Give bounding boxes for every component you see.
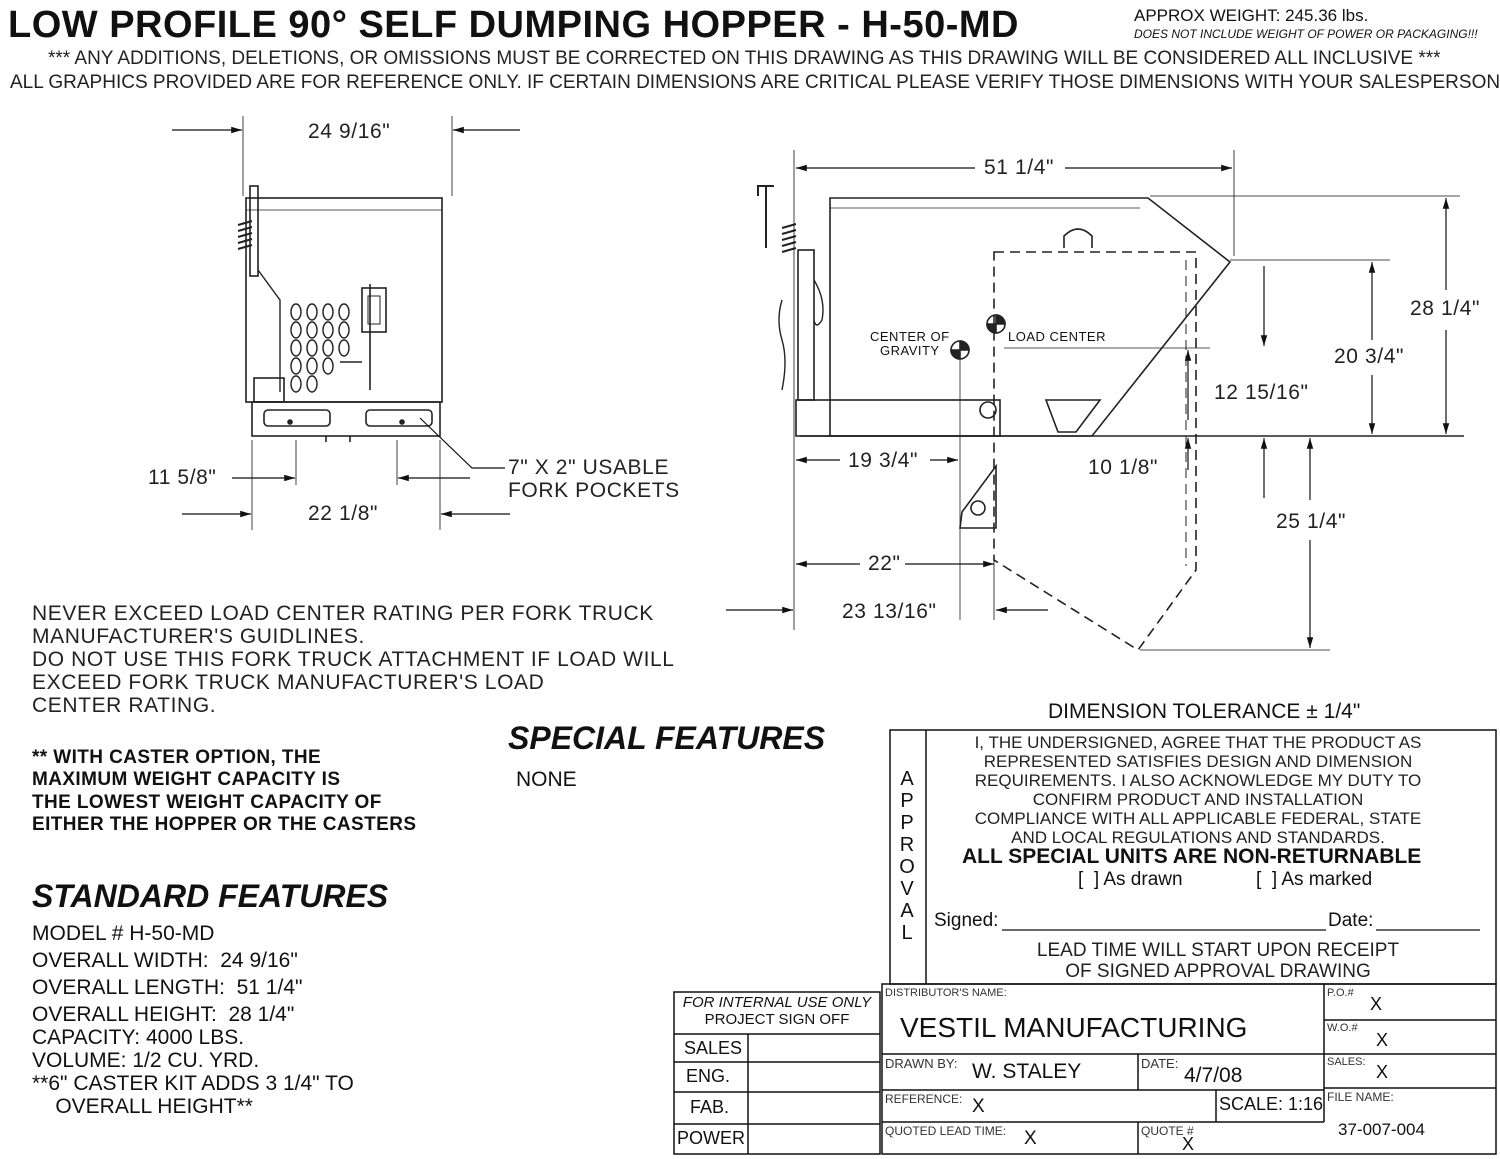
warning-4: EXCEED FORK TRUCK MANUFACTURER'S LOAD	[32, 671, 545, 694]
quote-label: QUOTE #	[1141, 1124, 1194, 1138]
dimension-tolerance: DIMENSION TOLERANCE ± 1/4"	[1048, 700, 1361, 723]
approx-weight: APPROX WEIGHT: 245.36 lbs.	[1134, 6, 1369, 25]
date-block-value: 4/7/08	[1184, 1064, 1243, 1087]
quote-value: X	[1182, 1134, 1195, 1154]
dim-19-3-4: 19 3/4"	[848, 449, 919, 472]
standard-feature-height: OVERALL HEIGHT: 28 1/4"	[32, 1003, 295, 1026]
file-name-label: FILE NAME:	[1327, 1090, 1394, 1104]
standard-feature-caster-kit-2: OVERALL HEIGHT**	[32, 1095, 253, 1118]
dim-12-15-16: 12 15/16"	[1214, 381, 1309, 404]
caster-note-3: THE LOWEST WEIGHT CAPACITY OF	[32, 792, 382, 813]
reference-label: REFERENCE:	[885, 1092, 963, 1106]
internal-row-fab: FAB.	[690, 1097, 730, 1117]
internal-use-heading: FOR INTERNAL USE ONLY PROJECT SIGN OFF	[682, 994, 872, 1028]
distributor-name: VESTIL MANUFACTURING	[900, 1012, 1248, 1043]
dim-pocket-span: 22 1/8"	[308, 502, 379, 525]
front-view	[238, 186, 442, 442]
cog-label-2: GRAVITY	[880, 343, 940, 358]
signature-field[interactable]	[1002, 906, 1326, 930]
lead-time-label: QUOTED LEAD TIME:	[885, 1124, 1007, 1138]
warning-5: CENTER RATING.	[32, 694, 217, 717]
fork-pocket-label-1: 7" X 2" USABLE	[508, 456, 670, 479]
internal-row-power: POWER	[677, 1128, 746, 1148]
dim-22: 22"	[868, 552, 901, 575]
dim-20-3-4: 20 3/4"	[1334, 345, 1405, 368]
disclaimer-1: *** ANY ADDITIONS, DELETIONS, OR OMISSIONS MUST BE CORRECTED ON THIS DRAWING AS THIS DRAWING WILL BE CONSIDERED ALL INCLUSIVE ***	[48, 48, 1441, 69]
standard-feature-capacity: CAPACITY: 4000 LBS.	[32, 1026, 245, 1049]
cog-label-1: CENTER OF	[870, 329, 950, 344]
caster-note-2: MAXIMUM WEIGHT CAPACITY IS	[32, 769, 341, 790]
front-chains	[291, 304, 349, 392]
po-value: X	[1370, 994, 1383, 1014]
fork-pocket-label-2: FORK POCKETS	[508, 479, 680, 502]
warning-1: NEVER EXCEED LOAD CENTER RATING PER FORK TRUCK	[32, 602, 654, 625]
internal-row-eng: ENG.	[686, 1066, 731, 1086]
file-name-value: 37-007-004	[1338, 1120, 1425, 1139]
distributor-label: DISTRIBUTOR'S NAME:	[885, 987, 1007, 999]
drawn-by-value: W. STALEY	[972, 1060, 1082, 1083]
hopper-dumped-outline	[994, 252, 1196, 650]
standard-feature-length: OVERALL LENGTH: 51 1/4"	[32, 976, 303, 999]
approval-side-label: A P P R O V A L	[899, 768, 915, 944]
front-base	[252, 402, 440, 436]
side-base	[796, 400, 1000, 436]
signed-label: Signed:	[934, 910, 999, 931]
dim-10-1-8: 10 1/8"	[1088, 456, 1159, 479]
dim-pocket-spacing: 11 5/8"	[148, 466, 217, 489]
special-features-value: NONE	[516, 768, 577, 791]
po-label: P.O.#	[1327, 987, 1354, 999]
warning-2: MANUFACTURER'S GUIDLINES.	[32, 625, 365, 648]
standard-feature-width: OVERALL WIDTH: 24 9/16"	[32, 949, 298, 972]
caster-note-4: EITHER THE HOPPER OR THE CASTERS	[32, 814, 417, 835]
dim-length: 51 1/4"	[984, 156, 1055, 179]
side-view	[758, 186, 1464, 650]
as-drawn-checkbox[interactable]: [ ] As drawn	[1078, 869, 1183, 890]
standard-features-heading: STANDARD FEATURES	[32, 878, 389, 914]
front-latch-post	[250, 186, 258, 276]
internal-row-sales: SALES	[684, 1038, 743, 1058]
dim-25-1-4: 25 1/4"	[1276, 510, 1347, 533]
approval-statement: I, THE UNDERSIGNED, AGREE THAT THE PRODUCT AS REPRESENTED SATISFIES DESIGN AND DIMENSION REQUIREMENTS. I ALSO ACKNOWLEDGE MY DUTY TO CONFIRM PRODUCT AND INSTALLATION COMPLIANCE WITH ALL APPLICABLE FEDERAL, STATE AND LOCAL REGULATIONS AND STANDARDS.	[974, 733, 1422, 847]
scale-value: SCALE: 1:16	[1219, 1094, 1324, 1114]
special-features-heading: SPECIAL FEATURES	[508, 720, 826, 756]
drawn-by-label: DRAWN BY:	[885, 1056, 958, 1071]
standard-feature-caster-kit: **6" CASTER KIT ADDS 3 1/4" TO	[32, 1072, 354, 1095]
warning-3: DO NOT USE THIS FORK TRUCK ATTACHMENT IF LOAD WILL	[32, 648, 675, 671]
date-block-label: DATE:	[1141, 1056, 1179, 1071]
fork-pocket-left	[264, 410, 330, 426]
lead-time-note: LEAD TIME WILL START UPON RECEIPT OF SIGNED APPROVAL DRAWING	[1036, 940, 1400, 982]
sales-label: SALES:	[1327, 1056, 1366, 1068]
as-marked-checkbox[interactable]: [ ] As marked	[1256, 869, 1373, 890]
front-body	[246, 198, 442, 402]
wo-value: X	[1376, 1030, 1389, 1050]
date-label: Date:	[1328, 910, 1374, 931]
page-title: LOW PROFILE 90° SELF DUMPING HOPPER - H-50-MD	[8, 4, 1019, 46]
side-frame-post	[798, 250, 814, 400]
dim-23-13-16: 23 13/16"	[842, 600, 937, 623]
standard-feature-volume: VOLUME: 1/2 CU. YRD.	[32, 1049, 260, 1072]
standard-feature-model: MODEL # H-50-MD	[32, 922, 215, 945]
caster-note-1: ** WITH CASTER OPTION, THE	[32, 747, 322, 768]
dim-front-width: 24 9/16"	[308, 120, 391, 143]
wo-label: W.O.#	[1327, 1022, 1358, 1034]
sales-value: X	[1376, 1062, 1389, 1082]
disclaimer-2: ALL GRAPHICS PROVIDED ARE FOR REFERENCE ONLY. IF CERTAIN DIMENSIONS ARE CRITICAL PLEASE VERIFY THOSE DIMENSIONS WITH YOUR SALESPERSON	[10, 72, 1500, 93]
load-center-label: LOAD CENTER	[1008, 329, 1106, 344]
weight-note: DOES NOT INCLUDE WEIGHT OF POWER OR PACKAGING!!!	[1134, 27, 1478, 41]
date-field[interactable]	[1376, 906, 1480, 930]
fork-pocket-right	[366, 410, 432, 426]
non-returnable-notice: ALL SPECIAL UNITS ARE NON-RETURNABLE	[962, 845, 1422, 868]
dim-height: 28 1/4"	[1410, 297, 1481, 320]
lead-time-value: X	[1024, 1128, 1037, 1149]
reference-value: X	[972, 1096, 985, 1117]
